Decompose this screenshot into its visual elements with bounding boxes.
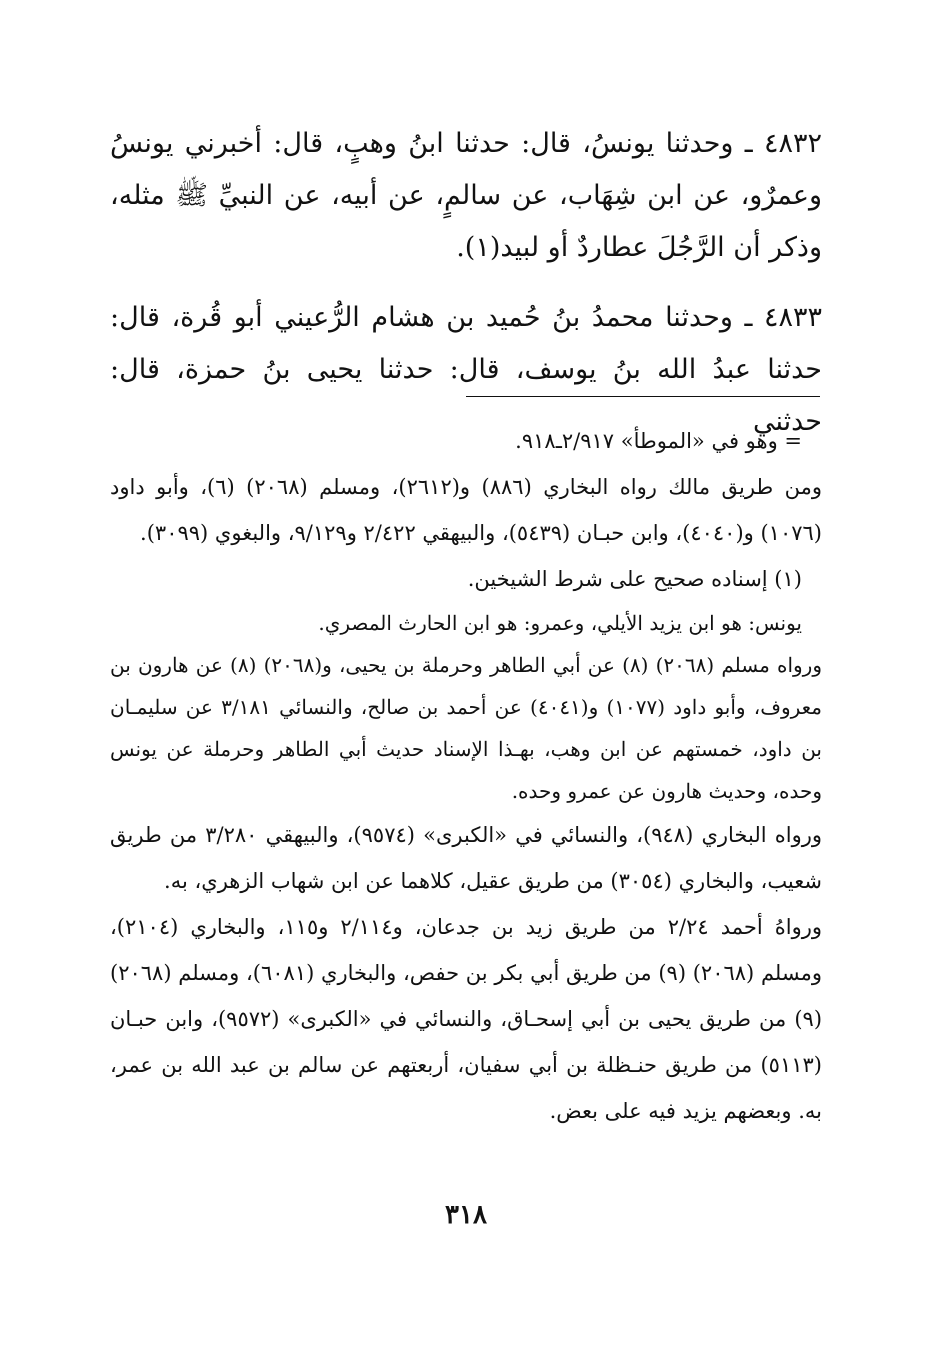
- hadith-4833: ٤٨٣٣ ـ وحدثنا محمدُ بنُ حُميد بن هشام الرُّعيني أبو قُرة، قال: حدثنا عبدُ الله بنُ يوسف، قال: حدثنا يحيى بنُ حمزة، قال: حدثني: [110, 302, 822, 437]
- hadith-4832: ٤٨٣٢ ـ وحدثنا يونسُ، قال: حدثنا ابنُ وهبٍ، قال: أخبرني يونسُ وعمرٌو، عن ابن شِهَاب، عن سالمٍ، عن أبيه، عن النبيِّ ﷺ مثله، وذكر أن الرَّجُلَ عطاردٌ أو لبيد(١).: [110, 128, 822, 263]
- footnote-paragraph: ومن طريق مالك رواه البخاري (٨٨٦) و(٢٦١٢)، ومسلم (٢٠٦٨) (٦)، وأبو داود (١٠٧٦) و(٤٠٤٠)، وابن حبـان (٥٤٣٩)، والبيهقي ٢/٤٢٢ و٩/١٢٩، والبغوي (٣٠٩٩).: [110, 475, 823, 545]
- main-text: [110, 118, 822, 448]
- footnote-paragraph: يونس: هو ابن يزيد الأيلي، وعمرو: هو ابن الحارث المصري.: [318, 611, 802, 635]
- footnote-paragraph: ورواهُ أحمد ٢/٢٤ من طريق زيد بن جدعان، و٢/١١٤ و١١٥، والبخاري (٢١٠٤)، ومسلم (٢٠٦٨) (٩) من طريق أبي بكر بن حفص، والبخاري (٦٠٨١)، ومسلم (٢٠٦٨) (٩) من طريق يحيى بن أبي إسحـاق، والنسائي في «الكبرى» (٩٥٧٢)، وابن حبـان (٥١١٣) من طريق حنـظلة بن أبي سفيان، أربعتهم عن سالم بن عبد الله بن عمر، به. وبعضهم يزيد فيه على بعض.: [110, 915, 823, 1123]
- footnote-separator: [466, 396, 820, 397]
- footnote-1: (١) إسناده صحيح على شرط الشيخين.: [467, 567, 802, 591]
- footnote-paragraph: ورواه مسلم (٢٠٦٨) (٨) عن أبي الطاهر وحرملة بن يحيى، و(٢٠٦٨) (٨) عن هارون بن معروف، وأبو داود (١٠٧٧) و(٤٠٤١) عن أحمد بن صالح، والنسائي ٣/١٨١ عن سليمـان بن داود، خمستهم عن ابن وهب، بهـذا الإسناد حديث أبي الطاهر وحرملة عن يونس وحده، وحديث هارون عن عمرو وحده.: [110, 653, 822, 803]
- footnotes: [110, 418, 822, 1134]
- page-number: ٣١٨: [445, 1200, 487, 1230]
- footnote-paragraph: ورواه البخاري (٩٤٨)، والنسائي في «الكبرى» (٩٥٧٤)، والبيهقي ٣/٢٨٠ من طريق شعيب، والبخاري (٣٠٥٤) من طريق عقيل، كلاهما عن ابن شهاب الزهري، به.: [110, 823, 822, 893]
- footnote-continuation: = وهو في «الموطأ» ٢/٩١٧ـ٩١٨.: [515, 429, 802, 453]
